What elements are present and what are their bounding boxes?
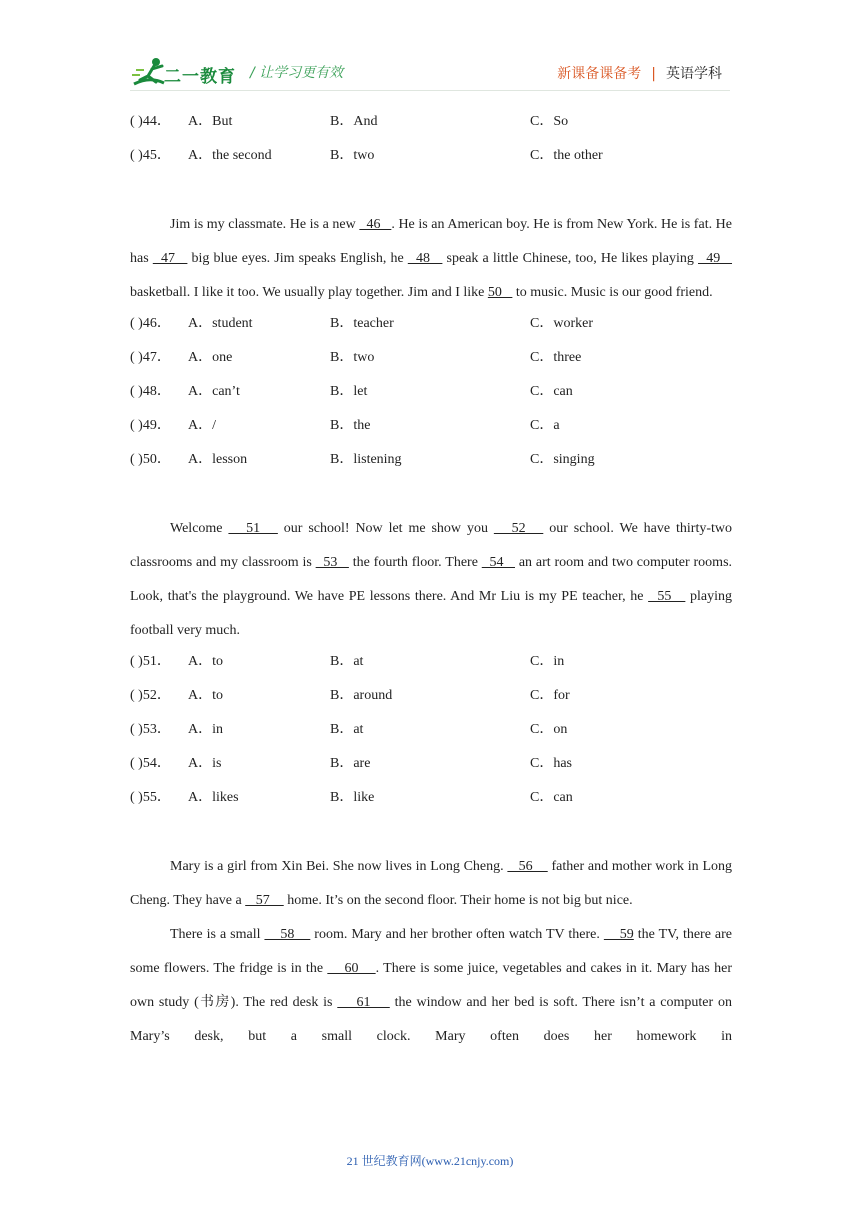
passage-school: Welcome 51 our school! Now let me show you 52 our school. We have thirty-two classrooms and my classroom is 53 the fourth floor. There 54 an art room and two computer rooms. Look, that's the playground. We have PE lessons there. And Mr Liu is my PE teacher, he 55 playing football very much. <box>130 521 733 638</box>
option-a: A．/ <box>188 418 216 433</box>
question-number: ( )45． <box>130 148 171 163</box>
option-b: B．at <box>330 654 364 669</box>
question-row <box>130 784 732 818</box>
option-a: A．one <box>188 350 233 365</box>
header-divider <box>130 90 730 91</box>
option-b: B．teacher <box>330 316 394 331</box>
option-a: A．likes <box>188 790 239 805</box>
blank-46: 46 <box>359 217 392 232</box>
option-a: A．is <box>188 756 222 771</box>
question-row <box>130 378 732 412</box>
option-b: B．And <box>330 114 378 129</box>
option-b: B．two <box>330 148 375 163</box>
option-c: C．in <box>530 654 565 669</box>
question-number: ( )55． <box>130 790 171 805</box>
option-b: B．let <box>330 384 368 399</box>
document-body <box>130 108 732 1054</box>
page-footer: 21 世纪教育网(www.21cnjy.com) <box>346 1154 514 1168</box>
blank-52: 52 <box>493 521 544 536</box>
question-row <box>130 682 732 716</box>
blank-58: 58 <box>264 927 311 942</box>
option-b: B．at <box>330 722 364 737</box>
question-number: ( )49． <box>130 418 171 433</box>
header-course-label: 新课备课备考 <box>557 66 642 82</box>
blank-59: 59 <box>603 927 634 942</box>
option-c: C．worker <box>530 316 593 331</box>
option-b: B．like <box>330 790 375 805</box>
option-a: A．the second <box>188 148 272 163</box>
header-separator: | <box>651 66 656 82</box>
option-a: A．in <box>188 722 223 737</box>
question-row <box>130 412 732 446</box>
blank-54: 54 <box>481 555 515 570</box>
question-row <box>130 648 732 682</box>
option-c: C．So <box>530 114 569 129</box>
blank-56: 56 <box>507 859 548 874</box>
option-a: A．But <box>188 114 233 129</box>
question-number: ( )48． <box>130 384 171 399</box>
option-c: C．has <box>530 756 572 771</box>
option-c: C．singing <box>530 452 595 467</box>
slogan: / 让学习更有效 <box>250 65 344 81</box>
question-number: ( )46． <box>130 316 171 331</box>
blank-53: 53 <box>315 555 349 570</box>
passage-mary-1: Mary is a girl from Xin Bei. She now lives in Long Cheng. 56 father and mother work in Long Cheng. They have a 57 home. It’s on the second floor. Their home is not big but nice. <box>130 859 732 908</box>
option-a: A．can’t <box>188 384 240 399</box>
blank-57: 57 <box>245 893 284 908</box>
question-number: ( )53． <box>130 722 171 737</box>
question-number: ( )50． <box>130 452 171 467</box>
question-number: ( )44． <box>130 114 171 129</box>
blank-61: 61 <box>337 995 390 1010</box>
blank-47: 47 <box>152 251 188 266</box>
option-a: A．to <box>188 688 223 703</box>
option-b: B．the <box>330 418 371 433</box>
question-row <box>130 344 732 378</box>
question-row <box>130 446 732 480</box>
blank-51: 51 <box>228 521 278 536</box>
passage-jim: Jim is my classmate. He is a new 46 . He is an American boy. He is from New York. He is fat. He has 47 big blue eyes. Jim speaks English, he 48 speak a little Chinese, too, He likes playing 49 basketball. I like it too. We usually play together. Jim and I like 50 to music. Music is our good friend. <box>130 217 733 300</box>
option-c: C．a <box>530 418 560 433</box>
question-row <box>130 142 732 176</box>
option-a: A．lesson <box>188 452 248 467</box>
blank-48: 48 <box>407 251 443 266</box>
blank-60: 60 <box>327 961 376 976</box>
blank-55: 55 <box>648 589 686 604</box>
option-b: B．are <box>330 756 371 771</box>
question-row <box>130 310 732 344</box>
option-c: C．can <box>530 384 573 399</box>
question-row <box>130 716 732 750</box>
question-number: ( )47． <box>130 350 171 365</box>
passage-mary-2: There is a small 58 room. Mary and her brother often watch TV there. 59 the TV, there are some flowers. The fridge is in the 60 . There is some juice, vegetables and cakes in it. Mary has her own study (书房). The red desk is 61 the window and her bed is soft. There isn’t a computer on Mary’s desk, but a small clock. Mary often does her homework in <box>130 927 733 1044</box>
page-header <box>0 0 860 100</box>
blank-49: 49 <box>698 251 733 266</box>
option-b: B．listening <box>330 452 402 467</box>
blank-50: 50 <box>487 285 513 300</box>
option-c: C．on <box>530 722 568 737</box>
option-c: C．for <box>530 688 570 703</box>
option-c: C．can <box>530 790 573 805</box>
question-number: ( )54． <box>130 756 171 771</box>
question-row <box>130 108 732 142</box>
question-row <box>130 750 732 784</box>
header-subject <box>557 63 722 83</box>
option-c: C．the other <box>530 148 603 163</box>
question-number: ( )51． <box>130 654 171 669</box>
logo-text: 二一教育 <box>164 67 236 87</box>
header-subject-label: 英语学科 <box>666 66 722 82</box>
question-number: ( )52． <box>130 688 171 703</box>
option-a: A．to <box>188 654 223 669</box>
option-c: C．three <box>530 350 582 365</box>
option-b: B．around <box>330 688 393 703</box>
option-a: A．student <box>188 316 253 331</box>
option-b: B．two <box>330 350 375 365</box>
